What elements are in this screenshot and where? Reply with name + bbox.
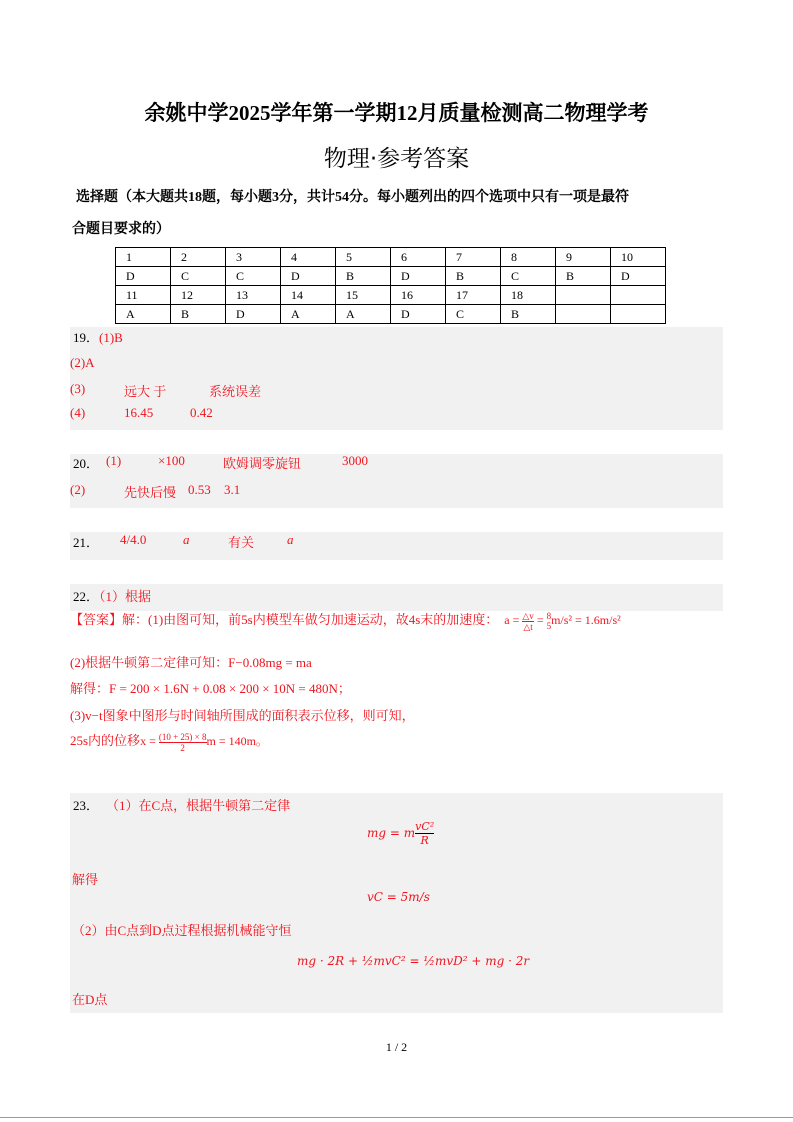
table-cell: 5 [336, 248, 391, 267]
q20-answer-2c: 3.1 [224, 482, 241, 497]
document-title: 余姚中学2025学年第一学期12月质量检测高二物理学考 [144, 101, 649, 125]
table-row [116, 286, 666, 305]
q20-answer-1a: ×100 [158, 453, 185, 468]
eq-num: vC² [415, 820, 435, 833]
q23-line-2: 解得 [72, 872, 99, 887]
answer-tag: 【答案】 [70, 612, 123, 627]
table-cell: 18 [501, 286, 556, 305]
eq-part: a = [504, 613, 523, 627]
document-subtitle: 物理·参考答案 [323, 146, 470, 172]
q22-eq-acceleration [504, 610, 621, 632]
q21-answer-d: a [287, 532, 294, 547]
q20-number: 20． [73, 456, 100, 471]
table-cell: 8 [501, 248, 556, 267]
q19-number: 19． [73, 330, 100, 345]
q21-block [70, 532, 723, 560]
page-number: 1 / 2 [385, 1040, 408, 1054]
table-row [116, 305, 666, 324]
section-intro-cont: 合题目要求的） [72, 222, 170, 237]
eq-part: m = 140m。 [206, 734, 268, 748]
table-cell: 9 [556, 248, 611, 267]
text: 25s内的位移 [70, 733, 141, 748]
table-cell [556, 286, 611, 305]
table-cell: A [116, 305, 171, 324]
table-row [116, 248, 666, 267]
table-cell [611, 286, 666, 305]
q19-answer-3a: 远大 于 [124, 384, 167, 399]
q19-answer-3b: 系统误差 [209, 384, 262, 399]
q21-answer-b: a [183, 532, 190, 547]
table-cell [611, 305, 666, 324]
q19-answer-1: (1)B [99, 330, 123, 345]
q22-line-1-row [73, 586, 151, 605]
table-cell: C [226, 267, 281, 286]
table-cell: 6 [391, 248, 446, 267]
q20-answer-1c: 3000 [342, 453, 368, 468]
q23-line-3: （2）由C点到D点过程根据机械能守恒 [72, 923, 292, 938]
q19-answer-2: (2)A [70, 355, 95, 370]
table-cell: 14 [281, 286, 336, 305]
q19-line-1 [73, 327, 123, 346]
table-cell: C [501, 267, 556, 286]
table-cell: 7 [446, 248, 501, 267]
q23-number: 23． [73, 798, 100, 813]
table-cell: B [171, 305, 226, 324]
page-edge-divider [0, 1117, 793, 1118]
table-cell: D [226, 305, 281, 324]
q19-label-4: (4) [70, 405, 86, 420]
q19-block [70, 327, 723, 430]
q22-number: 22． [73, 589, 100, 604]
table-cell: 10 [611, 248, 666, 267]
table-cell: D [611, 267, 666, 286]
eq-den: 2 [180, 742, 185, 753]
q22-line-3: (2)根据牛顿第二定律可知：F−0.08mg = ma [70, 655, 312, 670]
eq-num: 8 [546, 611, 552, 622]
eq-part: mg = m [367, 826, 416, 840]
q20-answer-1b: 欧姆调零旋钮 [223, 456, 302, 471]
eq-den: 5 [546, 621, 552, 632]
q23-line-4: 在D点 [72, 992, 108, 1007]
q23-eq-2: vC = 5m/s [367, 890, 430, 904]
q22-answer-line [70, 609, 621, 632]
table-cell [556, 305, 611, 324]
table-cell: D [391, 305, 446, 324]
eq-num: △v [522, 610, 534, 621]
table-cell: B [336, 267, 391, 286]
table-cell: 2 [171, 248, 226, 267]
q23-line-1: （1）在C点，根据牛顿第二定律 [106, 798, 291, 813]
table-cell: 17 [446, 286, 501, 305]
q19-answer-4b: 0.42 [190, 405, 213, 420]
table-cell: C [446, 305, 501, 324]
table-cell: 1 [116, 248, 171, 267]
table-cell: 3 [226, 248, 281, 267]
q19-answer-4a: 16.45 [124, 405, 154, 420]
q23-eq-3: mg · 2R + ½mvC² = ½mvD² + mg · 2r [297, 954, 530, 968]
q20-label-1: (1) [106, 453, 122, 468]
table-cell: B [556, 267, 611, 286]
table-cell: 16 [391, 286, 446, 305]
q20-answer-2a: 先快后慢 [124, 485, 177, 500]
table-cell: 13 [226, 286, 281, 305]
table-cell: A [336, 305, 391, 324]
table-cell: 12 [171, 286, 226, 305]
eq-part: m/s² = 1.6m/s² [551, 613, 621, 627]
q20-label-2: (2) [70, 482, 86, 497]
q20-answer-2b: 0.53 [188, 482, 211, 497]
q22-line-6 [70, 730, 268, 753]
q21-number: 21． [73, 535, 100, 550]
table-cell: C [171, 267, 226, 286]
table-cell: D [281, 267, 336, 286]
table-cell: 11 [116, 286, 171, 305]
table-row [116, 267, 666, 286]
q19-label-3: (3) [70, 381, 86, 396]
q21-answer-c: 有关 [228, 535, 255, 550]
q22-line-4: 解得：F = 200 × 1.6N + 0.08 × 200 × 10N = 480N； [70, 681, 351, 696]
table-cell: D [116, 267, 171, 286]
q22-block [70, 584, 723, 611]
q22-line-1: （1）根据 [99, 589, 152, 604]
table-cell: D [391, 267, 446, 286]
table-cell: 4 [281, 248, 336, 267]
table-cell: B [446, 267, 501, 286]
eq-den: △t [523, 621, 533, 632]
table-cell: A [281, 305, 336, 324]
q23-eq-1 [367, 820, 434, 847]
table-cell: 15 [336, 286, 391, 305]
section-intro: 选择题（本大题共18题，每小题3分，共计54分。每小题列出的四个选项中只有一项是最符 [76, 190, 629, 205]
eq-den: R [420, 834, 429, 847]
q22-line-2: 解：(1)由图可知，前5s内模型车做匀加速运动，故4s末的加速度： [122, 612, 499, 627]
answer-table [115, 247, 666, 324]
q21-answer-a: 4/4.0 [120, 532, 147, 547]
table-cell: B [501, 305, 556, 324]
eq-num: (10 + 25) × 8 [158, 731, 207, 742]
eq-part: = [533, 613, 547, 627]
q22-line-5: (3)v−t图象中图形与时间轴所围成的面积表示位移，则可知， [70, 708, 415, 723]
eq-part: x = [140, 734, 159, 748]
